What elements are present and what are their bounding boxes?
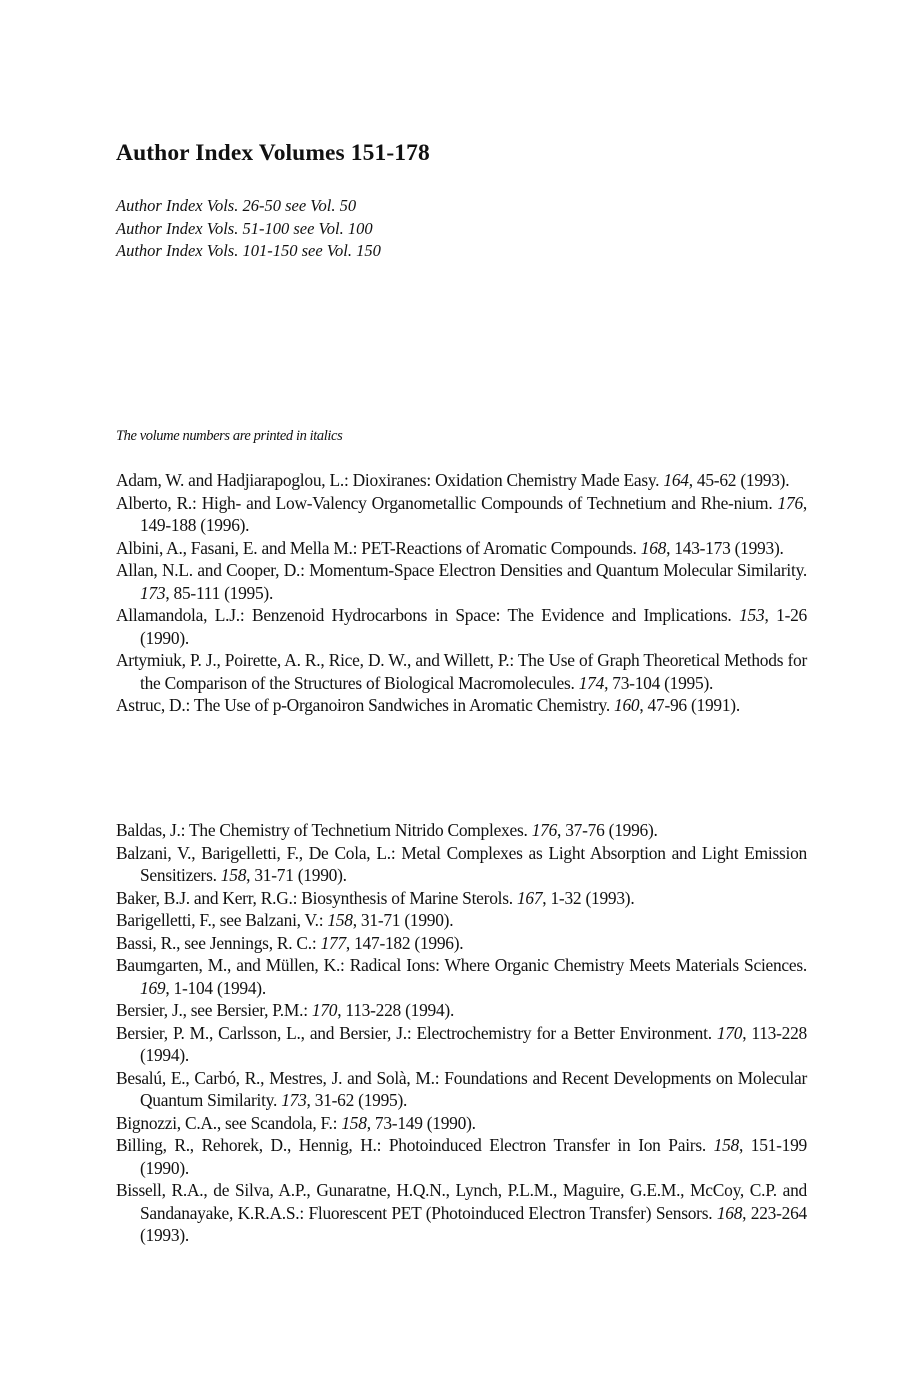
- index-entry: [116, 559, 807, 604]
- entry-pages-year: , 73-149 (1990).: [366, 1112, 476, 1133]
- index-entry: [116, 1179, 807, 1247]
- entry-volume: 158: [341, 1112, 367, 1133]
- entry-citation: Bersier, J., see Bersier, P.M.:: [116, 1000, 312, 1020]
- see-also-item: Author Index Vols. 101-150 see Vol. 150: [116, 241, 381, 260]
- entry-volume: 174: [578, 672, 605, 693]
- entry-citation: Besalú, E., Carbó, R., Mestres, J. and Solà, M.: Foundations and Recent Developments on Molecular Quantum Similarity.: [116, 1067, 807, 1110]
- entry-pages-year: , 113-228 (1994).: [140, 1022, 808, 1065]
- entry-pages-year: , 85-111 (1995).: [165, 582, 274, 603]
- entry-citation: Barigelletti, F., see Balzani, V.:: [116, 910, 328, 930]
- entry-pages-year: , 149-188 (1996).: [140, 492, 807, 535]
- index-entry: [116, 1067, 807, 1112]
- entry-citation: Allamandola, L.J.: Benzenoid Hydrocarbons in Space: The Evidence and Implications.: [116, 605, 740, 625]
- index-entry: [116, 999, 807, 1022]
- see-also-item: Author Index Vols. 51-100 see Vol. 100: [116, 218, 373, 238]
- entry-citation: Bersier, P. M., Carlsson, L., and Bersier, J.: Electrochemistry for a Better Environment.: [116, 1022, 717, 1043]
- entry-pages-year: , 223-264 (1993).: [140, 1202, 807, 1245]
- entry-volume: 158: [327, 910, 353, 930]
- index-entry: [116, 1022, 807, 1067]
- entry-pages-year: , 1-32 (1993).: [542, 887, 635, 908]
- entry-volume: 176: [531, 820, 558, 840]
- entry-volume: 170: [311, 1000, 338, 1020]
- entry-pages-year: , 147-182 (1996).: [345, 932, 464, 953]
- entry-pages-year: , 47-96 (1991).: [639, 695, 740, 715]
- index-entry: [116, 1134, 807, 1179]
- index-entry: [116, 909, 807, 932]
- entry-citation: Artymiuk, P. J., Poirette, A. R., Rice, D. W., and Willett, P.: The Use of Graph Theoretical Methods for the Comparison of the Structures of Biological Macromolecules.: [116, 650, 807, 693]
- index-entry: [116, 887, 807, 910]
- entry-citation: Billing, R., Rehorek, D., Hennig, H.: Photoinduced Electron Transfer in Ion Pairs.: [116, 1135, 714, 1155]
- entry-citation: Baker, B.J. and Kerr, R.G.: Biosynthesis of Marine Sterols.: [116, 887, 517, 908]
- entry-citation: Albini, A., Fasani, E. and Mella M.: PET-Reactions of Aromatic Compounds.: [116, 537, 641, 558]
- index-entry: [116, 537, 807, 560]
- entry-citation: Baumgarten, M., and Müllen, K.: Radical Ions: Where Organic Chemistry Meets Materials Sciences.: [116, 955, 807, 975]
- italics-note: The volume numbers are printed in italics: [116, 428, 343, 444]
- entry-citation: Alberto, R.: High- and Low-Valency Organometallic Compounds of Technetium and Rhe-nium.: [116, 492, 778, 513]
- see-also-item: Author Index Vols. 26-50 see Vol. 50: [116, 196, 357, 215]
- entry-citation: Bignozzi, C.A., see Scandola, F.:: [116, 1112, 342, 1133]
- index-entry: [116, 932, 807, 955]
- index-entry: [116, 604, 807, 649]
- entry-pages-year: , 73-104 (1995).: [604, 672, 714, 693]
- entry-volume: 173: [281, 1090, 307, 1110]
- entry-volume: 158: [220, 865, 247, 885]
- entry-pages-year: , 37-76 (1996).: [557, 820, 658, 840]
- entry-volume: 176: [777, 492, 803, 513]
- entry-volume: 168: [716, 1202, 743, 1223]
- entry-pages-year: , 113-228 (1994).: [337, 1000, 455, 1020]
- entry-pages-year: , 143-173 (1993).: [666, 537, 784, 558]
- index-entry: [116, 492, 807, 537]
- index-entry: [116, 649, 807, 694]
- entry-pages-year: , 31-71 (1990).: [352, 910, 454, 930]
- page-title: Author Index Volumes 151-178: [116, 140, 430, 166]
- index-entry: [116, 1112, 807, 1135]
- entry-volume: 177: [320, 932, 346, 953]
- entry-volume: 164: [663, 470, 689, 490]
- index-section-a: [116, 469, 807, 717]
- entry-volume: 168: [640, 537, 667, 558]
- index-entry: [116, 819, 807, 842]
- entry-citation: Astruc, D.: The Use of p-Organoiron Sandwiches in Aromatic Chemistry.: [116, 695, 615, 715]
- entry-pages-year: , 1-26 (1990).: [140, 605, 807, 648]
- entry-citation: Bassi, R., see Jennings, R. C.:: [116, 932, 321, 953]
- entry-volume: 158: [713, 1135, 739, 1155]
- see-also-list: [116, 195, 381, 263]
- entry-citation: Balzani, V., Barigelletti, F., De Cola, L.: Metal Complexes as Light Absorption and Light Emission Sensitizers.: [116, 842, 807, 885]
- entry-citation: Adam, W. and Hadjiarapoglou, L.: Dioxiranes: Oxidation Chemistry Made Easy.: [116, 470, 664, 490]
- entry-volume: 153: [739, 605, 765, 625]
- entry-pages-year: , 45-62 (1993).: [688, 470, 790, 490]
- index-entry: [116, 469, 807, 492]
- index-entry: [116, 842, 807, 887]
- entry-citation: Baldas, J.: The Chemistry of Technetium Nitrido Complexes.: [116, 820, 532, 840]
- entry-volume: 169: [140, 977, 166, 998]
- index-entry: [116, 954, 807, 999]
- entry-volume: 160: [614, 695, 640, 715]
- index-entry: [116, 694, 807, 717]
- entry-volume: 167: [516, 887, 543, 908]
- entry-volume: 173: [140, 582, 166, 603]
- entry-pages-year: , 151-199 (1990).: [140, 1135, 807, 1178]
- entry-pages-year: , 31-62 (1995).: [306, 1090, 408, 1110]
- index-section-b: [116, 819, 807, 1247]
- entry-citation: Allan, N.L. and Cooper, D.: Momentum-Space Electron Densities and Quantum Molecular Similarity.: [116, 560, 807, 580]
- entry-volume: 170: [716, 1022, 743, 1043]
- entry-pages-year: , 1-104 (1994).: [165, 977, 266, 998]
- entry-pages-year: , 31-71 (1990).: [246, 865, 347, 885]
- entry-citation: Bissell, R.A., de Silva, A.P., Gunaratne, H.Q.N., Lynch, P.L.M., Maguire, G.E.M., McCoy, C.P. and Sandanayake, K.R.A.S.: Fluorescent PET (Photoinduced Electron Transfer) Sensors.: [116, 1180, 807, 1223]
